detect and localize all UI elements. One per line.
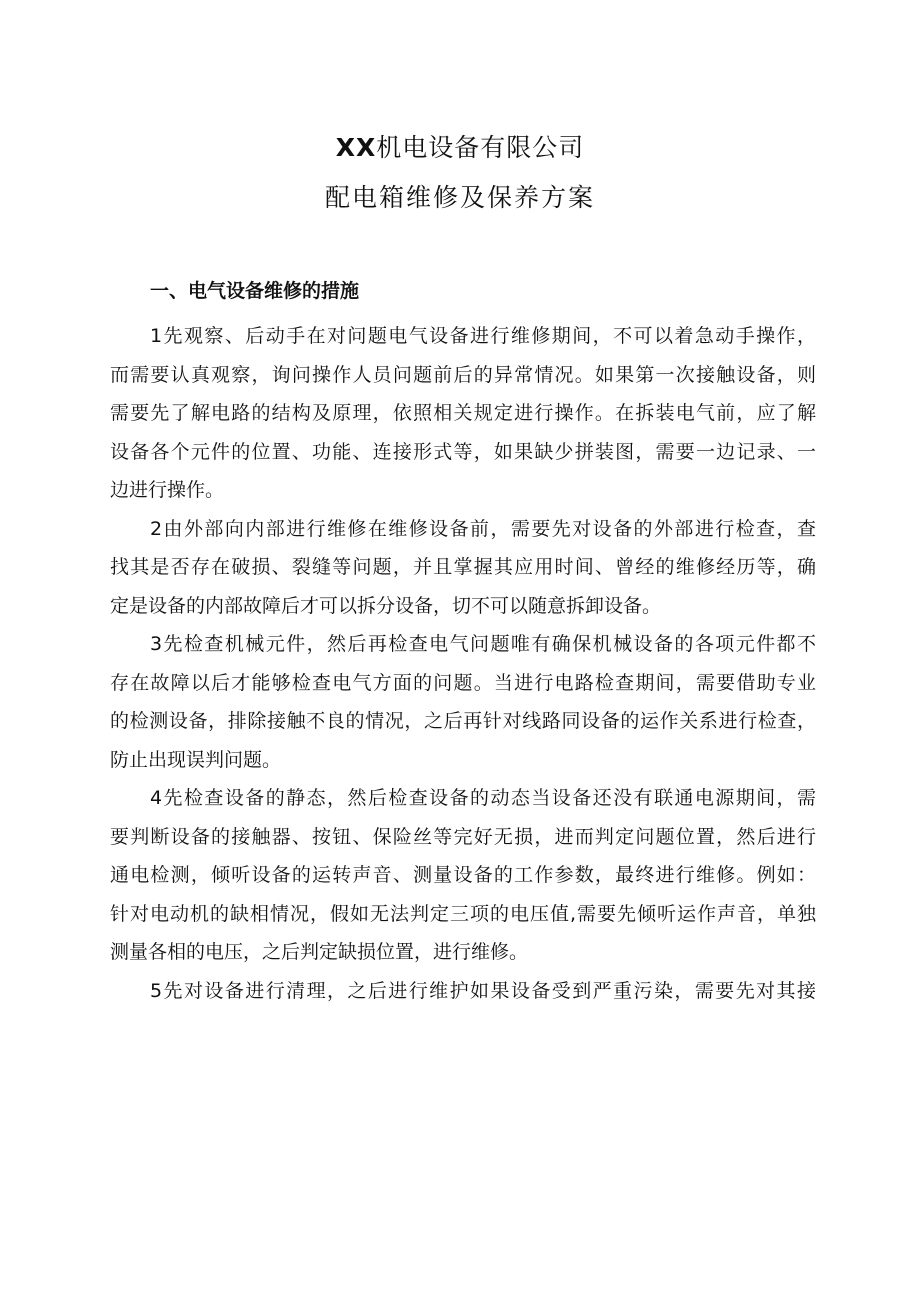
paragraph-line: 4先检查设备的静态，然后检查设备的动态当设备还没有联通电源期间，需 bbox=[150, 787, 816, 809]
document-body bbox=[110, 317, 816, 1010]
paragraph-line: 防止出现误判问题。 bbox=[110, 748, 282, 771]
paragraph-3 bbox=[110, 625, 816, 779]
company-name: 机电设备有限公司 bbox=[376, 133, 585, 162]
paragraph-line: 3先检查机械元件，然后再检查电气问题唯有确保机械设备的各项元件都不 bbox=[150, 633, 816, 655]
paragraph-line: 1先观察、后动手在对问题电气设备进行维修期间，不可以着急动手操作， bbox=[150, 325, 816, 347]
paragraph-1 bbox=[110, 317, 816, 510]
paragraph-2 bbox=[110, 510, 816, 626]
paragraph-line: 通电检测，倾听设备的运转声音、测量设备的工作参数，最终进行维修。例如： bbox=[110, 864, 816, 886]
document-title: 配电箱维修及保养方案 bbox=[324, 183, 595, 212]
paragraph-line: 5先对设备进行清理，之后进行维护如果设备受到严重污染，需要先对其接 bbox=[150, 979, 816, 1002]
company-prefix: XX bbox=[335, 133, 377, 162]
paragraph-line: 定是设备的内部故障后才可以拆分设备，切不可以随意拆卸设备。 bbox=[110, 594, 662, 617]
paragraph-line: 要判断设备的接触器、按钮、保险丝等完好无损，进而判定问题位置，然后进行 bbox=[110, 825, 816, 848]
paragraph-line: 针对电动机的缺相情况，假如无法判定三项的电压值,需要先倾听运作声音，单独 bbox=[110, 902, 816, 925]
section-heading: 一、电气设备维修的措施 bbox=[150, 280, 360, 302]
paragraph-line: 找其是否存在破损、裂缝等问题，并且掌握其应用时间、曾经的维修经历等，确 bbox=[110, 556, 816, 578]
paragraph-line: 2由外部向内部进行维修在维修设备前，需要先对设备的外部进行检查，查 bbox=[150, 517, 816, 540]
paragraph-line: 存在故障以后才能够检查电气方面的问题。当进行电路检查期间，需要借助专业 bbox=[110, 671, 816, 694]
paragraph-line: 的检测设备，排除接触不良的情况，之后再针对线路同设备的运作关系进行检查， bbox=[110, 710, 816, 732]
paragraph-line: 设备各个元件的位置、功能、连接形式等，如果缺少拼装图，需要一边记录、一 bbox=[110, 440, 816, 463]
paragraph-4 bbox=[110, 779, 816, 972]
paragraph-line: 测量各相的电压，之后判定缺损位置，进行维修。 bbox=[110, 941, 529, 963]
paragraph-5 bbox=[110, 972, 816, 1011]
paragraph-line: 边进行操作。 bbox=[110, 479, 225, 501]
paragraph-line: 需要先了解电路的结构及原理，依照相关规定进行操作。在拆装电气前，应了解 bbox=[110, 402, 816, 424]
paragraph-line: 而需要认真观察，询问操作人员问题前后的异常情况。如果第一次接触设备，则 bbox=[110, 363, 816, 386]
company-title bbox=[0, 128, 920, 164]
